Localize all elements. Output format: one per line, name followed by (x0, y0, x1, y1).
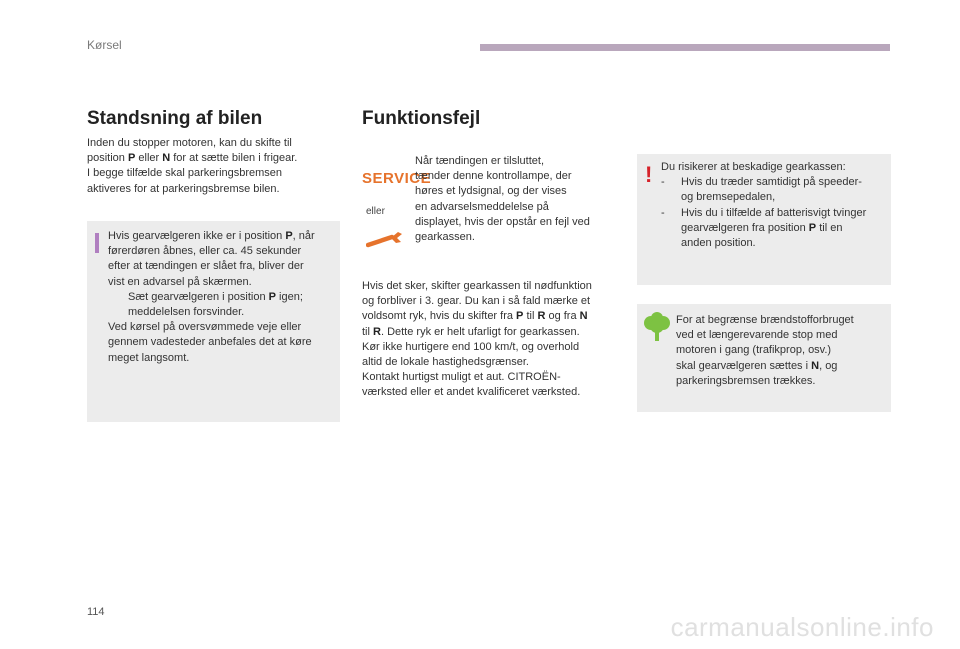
middle-body: Hvis det sker, skifter gearkassen til nødfunktion og forbliver i 3. gear. Du kan i så fald mærke et voldsomt ryk, hvis du skifter fra P til R og fra N til R. Dette ryk er helt ufarligt for gearkassen. Kør ikke hurtigere end 100 km/t, og overhold altid de lokale hastighedsgrænser. Kontakt hurtigst muligt et aut. CITROËN- værksted eller et andet kvalificeret værksted. (362, 280, 592, 399)
section-header: Kørsel (87, 38, 122, 52)
bullet-icon (108, 290, 128, 320)
info-bullet: Sæt gearvælgeren i position P igen; meddelelsen forsvinder. (108, 290, 336, 320)
intro-line-2: position P eller N for at sætte bilen i frigear. (87, 152, 298, 165)
lamp-text: Når tændingen er tilsluttet, tænder denne kontrollampe, der høres et lydsignal, og der vises en advarselsmeddelelse på displayet, hvis der opstår en fejl ved gearkassen. (415, 155, 590, 244)
intro-line-3: I begge tilfælde skal parkeringsbremsen (87, 167, 283, 180)
info-box-text: Hvis gearvælgeren ikke er i position P, når førerdøren åbnes, eller ca. 45 sekunder efter at tændingen er slået fra, bliver der vist en advarsel på skærmen. Sæt gearvælgeren i position P igen; meddelelsen forsvinder. Ved kørsel på oversvømmede veje eller gennem vadesteder anbefales det at køre meget langsomt. (108, 229, 336, 366)
page-number: 114 (87, 606, 105, 618)
intro-line-1: Inden du stopper motoren, kan du skifte til (87, 137, 292, 149)
warning-box (637, 154, 891, 285)
middle-title: Funktionsfejl (362, 108, 481, 129)
info-icon (95, 233, 99, 253)
service-lamp-icon: SERVICE (362, 170, 432, 187)
intro-line-4: aktiveres for at parkeringsbremse bilen. (87, 182, 280, 195)
eller-label: eller (366, 206, 385, 217)
watermark: carmanualsonline.info (670, 612, 934, 642)
eco-box (637, 304, 891, 412)
info-box (87, 221, 340, 422)
left-title: Standsning af bilen (87, 108, 263, 129)
header-bar (480, 44, 890, 51)
left-intro (87, 136, 337, 197)
eco-text: For at begrænse brændstofforbruget ved et længerevarende stop med motoren i gang (trafikprop, osv.) skal gearvælgeren sættes i N, og parkeringsbremsen trækkes. (676, 314, 854, 387)
eco-tree-icon (643, 312, 671, 347)
wrench-icon (366, 230, 406, 255)
warning-icon: ! (645, 162, 653, 187)
warning-text: Du risikerer at beskadige gearkassen: - Hvis du træder samtidigt på speeder- og bremsepedalen, - Hvis du i tilfælde af batterisvigt tvinger gearvælgeren fra position P til en anden position. (661, 161, 867, 250)
